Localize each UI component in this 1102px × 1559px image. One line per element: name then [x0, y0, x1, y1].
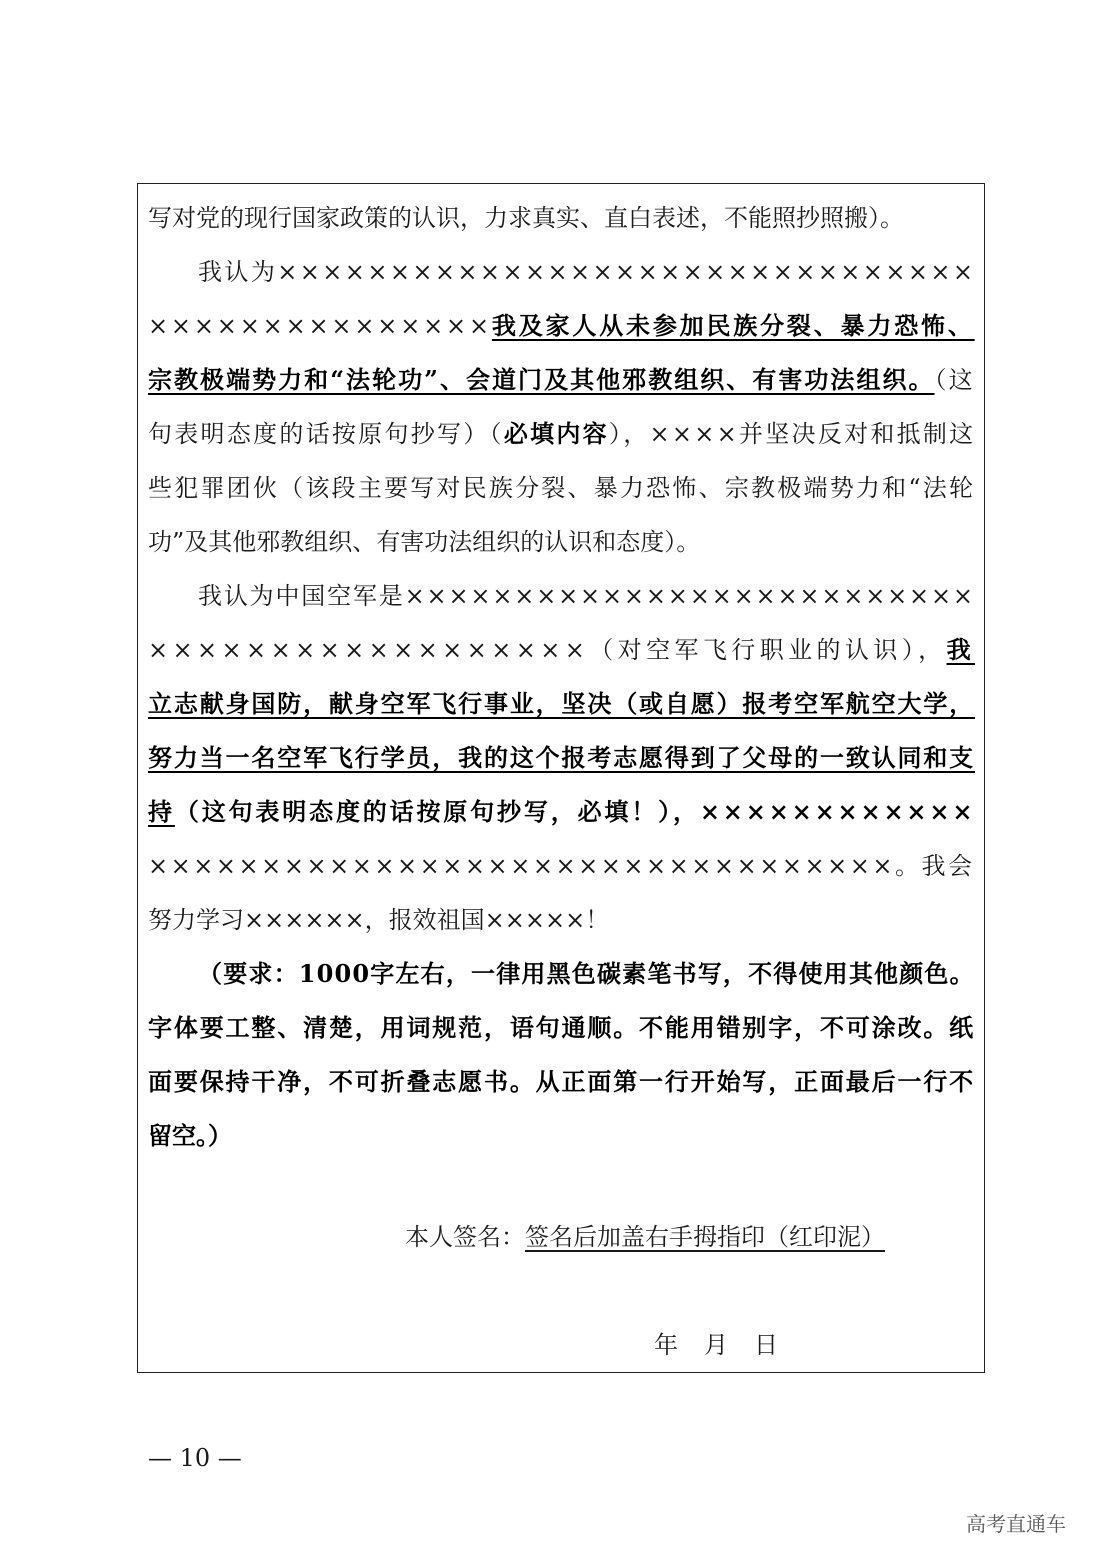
required-note: （这句表明态度的话按原句抄写，必填！），××××××××××××	[174, 797, 976, 826]
signature-label: 本人签名：	[405, 1223, 525, 1251]
page-number: — 10 —	[148, 1444, 242, 1472]
line-text: 写对党的现行国家政策的认识，力求真实、直白表述，不能照抄照搬）。	[148, 204, 904, 232]
text-line-6	[148, 473, 975, 505]
signature-field: 签名后加盖右手拇指印（红印泥）	[525, 1223, 885, 1251]
text-line-12	[148, 797, 975, 829]
line-text: 我认为×××××××××××××××××××××××××××××××	[198, 258, 976, 286]
form-frame	[137, 183, 985, 1373]
required-statement: 我	[946, 635, 975, 664]
requirements-line-4	[148, 1121, 232, 1153]
text-line-5	[148, 419, 975, 451]
date-day-label: 日	[754, 1331, 778, 1359]
line-text: ），××××并坚决反对和抵制这	[608, 420, 976, 448]
text-line-1	[148, 203, 904, 235]
text-line-13	[148, 851, 975, 883]
date-year-label: 年	[654, 1331, 678, 1359]
requirements-text: （要求：1000字左右，一律用黑色碳素笔书写，不得使用其他颜色。	[198, 959, 975, 988]
watermark: 高考直通车	[966, 1512, 1066, 1536]
line-text: ××××××××××××××××××（对空军飞行职业的认识），	[148, 636, 947, 664]
text-line-10	[148, 689, 975, 721]
line-text: 些犯罪团伙（该段主要写对民族分裂、暴力恐怖、宗教极端势力和“法轮	[148, 474, 976, 502]
line-text: ×××××××××××××××××××××××××××××××××。我会	[148, 852, 975, 880]
line-text: 功”及其他邪教组织、有害功法组织的认识和态度）。	[148, 528, 701, 556]
line-text: 句表明态度的话按原句抄写）（	[148, 420, 504, 448]
date-month-label: 月	[704, 1331, 728, 1359]
requirements-line-3	[148, 1067, 975, 1099]
required-statement: 我及家人从未参加民族分裂、暴力恐怖、	[491, 311, 975, 340]
line-text: 努力学习××××××，报效祖国×××××！	[148, 906, 610, 934]
requirements-line-1	[198, 959, 975, 991]
line-text: 我认为中国空军是××××××××××××××××××××××××××	[198, 582, 975, 610]
required-statement: 持	[148, 797, 175, 826]
required-note: 必填内容	[503, 419, 609, 448]
text-line-9	[148, 635, 975, 667]
text-line-7	[148, 527, 700, 559]
required-statement: 立志献身国防，献身空军飞行事业，坚决（或自愿）报考空军航空大学，	[148, 689, 976, 718]
required-statement: 努力当一名空军飞行学员，我的这个报考志愿得到了父母的一致认同和支	[148, 743, 976, 772]
text-line-8	[198, 581, 975, 613]
line-text: （这	[934, 366, 975, 394]
required-statement: 宗教极端势力和“法轮功”、会道门及其他邪教组织、有害功法组织。	[148, 365, 935, 394]
text-line-4	[148, 365, 975, 397]
text-line-3	[148, 311, 975, 343]
text-line-11	[148, 743, 975, 775]
requirements-text: 留空。）	[148, 1121, 232, 1150]
requirements-text: 字体要工整、清楚，用词规范，语句通顺。不能用错别字，不可涂改。纸	[148, 1013, 976, 1042]
signature-row	[405, 1222, 885, 1252]
requirements-text: 面要保持干净，不可折叠志愿书。从正面第一行开始写，正面最后一行不	[148, 1067, 976, 1096]
text-line-2	[198, 257, 975, 289]
text-line-14	[148, 905, 609, 937]
line-text: ×××××××××××××××	[148, 312, 492, 340]
requirements-line-2	[148, 1013, 975, 1045]
date-row	[654, 1330, 804, 1360]
